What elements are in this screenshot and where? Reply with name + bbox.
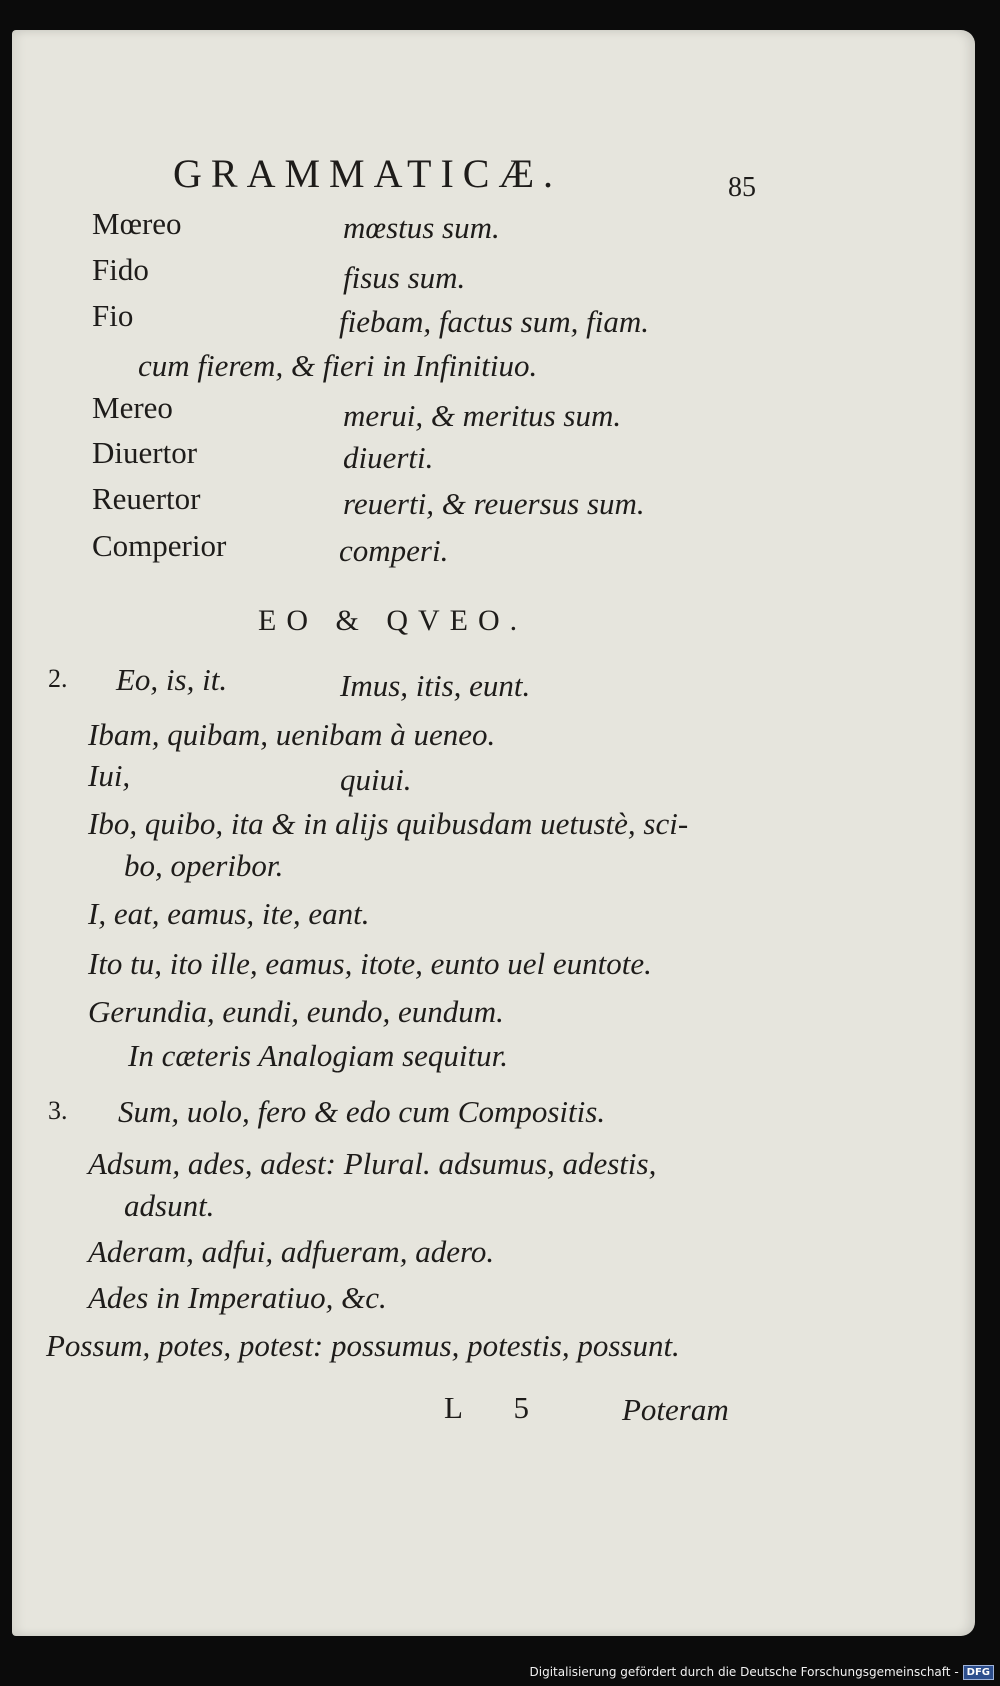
section-heading: EO & QVEO. — [258, 604, 528, 637]
digitization-credit — [530, 1664, 995, 1680]
verb-3-continuation: cum fierem, & fieri in Infinitiuo. — [138, 348, 538, 383]
verb-7-forms: comperi. — [339, 533, 449, 568]
page-number: 85 — [728, 172, 756, 203]
section-3-line-2: Adsum, ades, adest: Plural. adsumus, adestis, — [88, 1146, 657, 1181]
section-2-marker: 2. — [48, 664, 68, 693]
credit-text: Digitalisierung gefördert durch die Deutsche Forschungsgemeinschaft - — [529, 1665, 959, 1679]
verb-2-forms: fisus sum. — [343, 260, 466, 295]
section-2-line-3-left: Iui, — [88, 758, 131, 793]
catchword: Poteram — [622, 1392, 729, 1427]
section-2-line-1-right: Imus, itis, eunt. — [340, 668, 531, 703]
section-2-line-1-left: Eo, is, it. — [116, 662, 228, 697]
verb-4-forms: merui, & meritus sum. — [343, 398, 622, 433]
section-2-line-9: In cæteris Analogiam sequitur. — [128, 1038, 509, 1073]
dfg-logo-icon: DFG — [963, 1665, 994, 1680]
running-head: GRAMMATICÆ. — [173, 151, 563, 196]
verb-1-forms: mœstus sum. — [343, 210, 500, 245]
section-2-line-5: bo, operibor. — [124, 848, 284, 883]
section-3-line-4: Aderam, adfui, adfueram, adero. — [88, 1234, 495, 1269]
section-3-line-1: Sum, uolo, fero & edo cum Compositis. — [118, 1094, 606, 1129]
section-2-line-2: Ibam, quibam, uenibam à ueneo. — [88, 717, 496, 752]
verb-2: Fido — [92, 252, 149, 287]
verb-3-forms: fiebam, factus sum, fiam. — [339, 304, 649, 339]
section-2-line-4: Ibo, quibo, ita & in alijs quibusdam uetustè, sci- — [88, 806, 689, 841]
section-3-line-5: Ades in Imperatiuo, &c. — [88, 1280, 387, 1315]
verb-5-forms: diuerti. — [343, 440, 434, 475]
section-3-marker: 3. — [48, 1096, 68, 1125]
verb-5: Diuertor — [92, 435, 198, 470]
verb-6: Reuertor — [92, 481, 201, 516]
verb-3: Fio — [92, 298, 134, 333]
section-2-line-7: Ito tu, ito ille, eamus, itote, eunto uel euntote. — [88, 946, 652, 981]
verb-1: Mœreo — [92, 206, 182, 241]
verb-7: Comperior — [92, 528, 227, 563]
verb-6-forms: reuerti, & reuersus sum. — [343, 486, 645, 521]
section-2-line-3-right: quiui. — [340, 762, 412, 797]
section-3-line-6: Possum, potes, potest: possumus, potestis, possunt. — [46, 1328, 680, 1363]
section-2-line-8: Gerundia, eundi, eundo, eundum. — [88, 994, 504, 1029]
section-3-line-3: adsunt. — [124, 1188, 215, 1223]
signature-mark: L 5 — [444, 1390, 552, 1425]
section-2-line-6: I, eat, eamus, ite, eant. — [88, 896, 370, 931]
verb-4: Mereo — [92, 390, 173, 425]
